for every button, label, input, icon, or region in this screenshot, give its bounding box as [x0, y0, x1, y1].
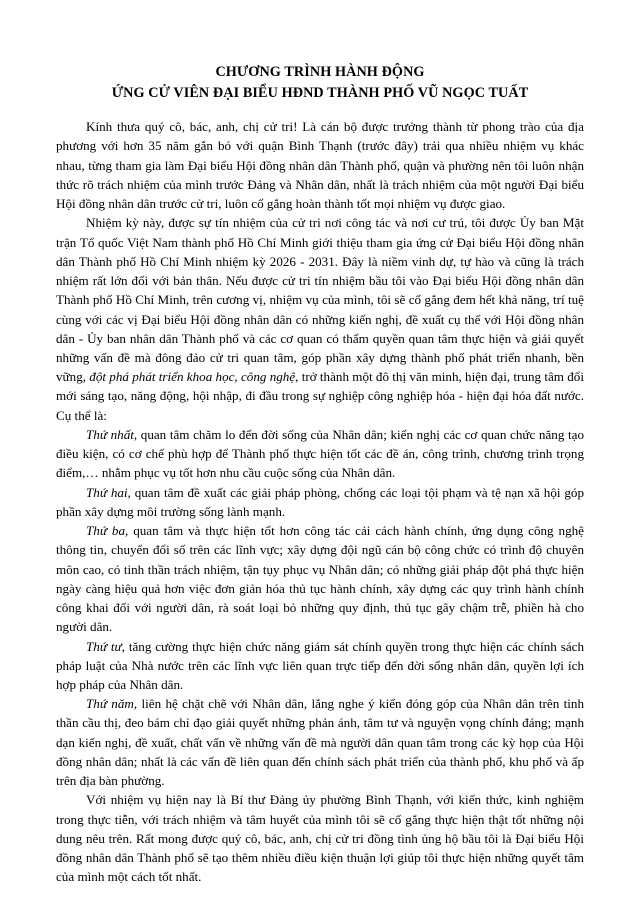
- paragraph: Với nhiệm vụ hiện nay là Bí thư Đảng ủy phường Bình Thạnh, với kiến thức, kinh nghiệm trong thực tiễn, với trách nhiệm và tâm huyết của mình tôi sẽ cố gắng thực hiện thật tốt những nội dung nêu trên. Rất mong được quý cô, bác, anh, chị cử tri đồng tình ủng hộ bầu tôi là Đại biểu Hội đồng nhân dân Thành phố sẽ tạo thêm nhiều điều kiện thuận lợi giúp tôi thực hiện những quyết tâm của mình một cách tốt nhất.: [56, 792, 584, 885]
- document-title-line-2: ỨNG CỬ VIÊN ĐẠI BIỂU HĐND THÀNH PHỐ VŨ NGỌC TUẤT: [111, 84, 529, 101]
- document-body: [56, 117, 584, 886]
- paragraph: Kính thưa quý cô, bác, anh, chị cử tri! Là cán bộ được trưởng thành từ phong trào của địa phương với hơn 35 năm gắn bó với quận Bình Thạnh (trước đây) trải qua nhiều nhiệm vụ khác nhau, từng tham gia làm Đại biểu Hội đồng nhân dân Thành phố, quận và phường nên tôi luôn nhận thức rõ trách nhiệm của mình trước Đảng và Nhân dân, nhất là trách nhiệm của một người Đại biểu Hội đồng nhân dân trước cử tri, luôn cố gắng hoàn thành tốt mọi nhiệm vụ được giao.: [56, 119, 584, 212]
- paragraph: Thứ nhất, quan tâm chăm lo đến đời sống của Nhân dân; kiến nghị các cơ quan chức năng tạo điều kiện, có cơ chế phù hợp để Thành phố thực hiện tốt các đề án, công trình, chương trình trọng điểm,… nhằm phục vụ tốt hơn nhu cầu cuộc sống của Nhân dân.: [56, 426, 584, 481]
- document-title-line-1: CHƯƠNG TRÌNH HÀNH ĐỘNG: [215, 64, 425, 80]
- paragraph: Thứ ba, quan tâm và thực hiện tốt hơn công tác cải cách hành chính, ứng dụng công nghệ thông tin, chuyển đổi số trên các lĩnh vực; xây dựng đội ngũ cán bộ công chức có trình độ chuyên môn cao, có tinh thần trách nhiệm, tận tụy phục vụ Nhân dân; có những giải pháp đột phá thực hiện ngày càng hiệu quả hơn việc đơn giản hóa thủ tục hành chính, xây dựng các quy trình hành chính công khai đối với người dân, rà soát loại bỏ những quy định, thủ tục gây chậm trễ, phiền hà cho người dân.: [56, 523, 584, 635]
- paragraph: Thứ năm, liên hệ chặt chẽ với Nhân dân, lắng nghe ý kiến đóng góp của Nhân dân trên tinh thần cầu thị, đeo bám chỉ đạo giải quyết những phản ánh, tâm tư và nguyện vọng chính đáng; mạnh dạn kiến nghị, đề xuất, chất vấn về những vấn đề mà người dân quan tâm trong các kỳ họp của Hội đồng nhân dân; nhất là các vấn đề liên quan đến chính sách phát triển của thành phố, khu phố và ấp trên địa bàn phường.: [56, 696, 584, 789]
- paragraph: Thứ tư, tăng cường thực hiện chức năng giám sát chính quyền trong thực hiện các chính sách pháp luật của Nhà nước trên các lĩnh vực liên quan trực tiếp đến đời sống nhân dân, quyền lợi ích hợp pháp của Nhân dân.: [56, 638, 584, 692]
- document-title: [56, 62, 584, 103]
- paragraph: Nhiệm kỳ này, được sự tín nhiệm của cử tri nơi công tác và nơi cư trú, tôi được Ủy ban Mặt trận Tổ quốc Việt Nam thành phố Hồ Chí Minh giới thiệu tham gia ứng cử Đại biểu Hội đồng nhân dân Thành phố Hồ Chí Minh nhiệm kỳ 2026 - 2031. Đây là niềm vinh dự, tự hào và cũng là trách nhiệm rất lớn đối với bản thân. Nếu được cử tri tín nhiệm bầu tôi vào Đại biểu Hội đồng nhân dân Thành phố Hồ Chí Minh, trên cương vị, nhiệm vụ của mình, tôi sẽ cố gắng đem hết khả năng, trí tuệ cùng với các vị Đại biểu Hội đồng nhân dân có những kiến nghị, đề xuất cụ thể với Hội đồng nhân dân - Ủy ban nhân dân Thành phố và các cơ quan có thẩm quyền quan tâm thực hiện và giải quyết những vấn đề mà đông đảo cử tri quan tâm, góp phần xây dựng thành phố phát triển nhanh, bền vững, đột phá phát triển khoa học, công nghệ, trở thành một đô thị văn minh, hiện đại, trung tâm đổi mới sáng tạo, năng động, hội nhập, đi đầu trong sự nghiệp công nghiệp hóa - hiện đại hóa đất nước. Cụ thể là:: [56, 215, 584, 423]
- paragraph: Thứ hai, quan tâm đề xuất các giải pháp phòng, chống các loại tội phạm và tệ nạn xã hội góp phần xây dựng môi trường sống lành mạnh.: [56, 484, 585, 519]
